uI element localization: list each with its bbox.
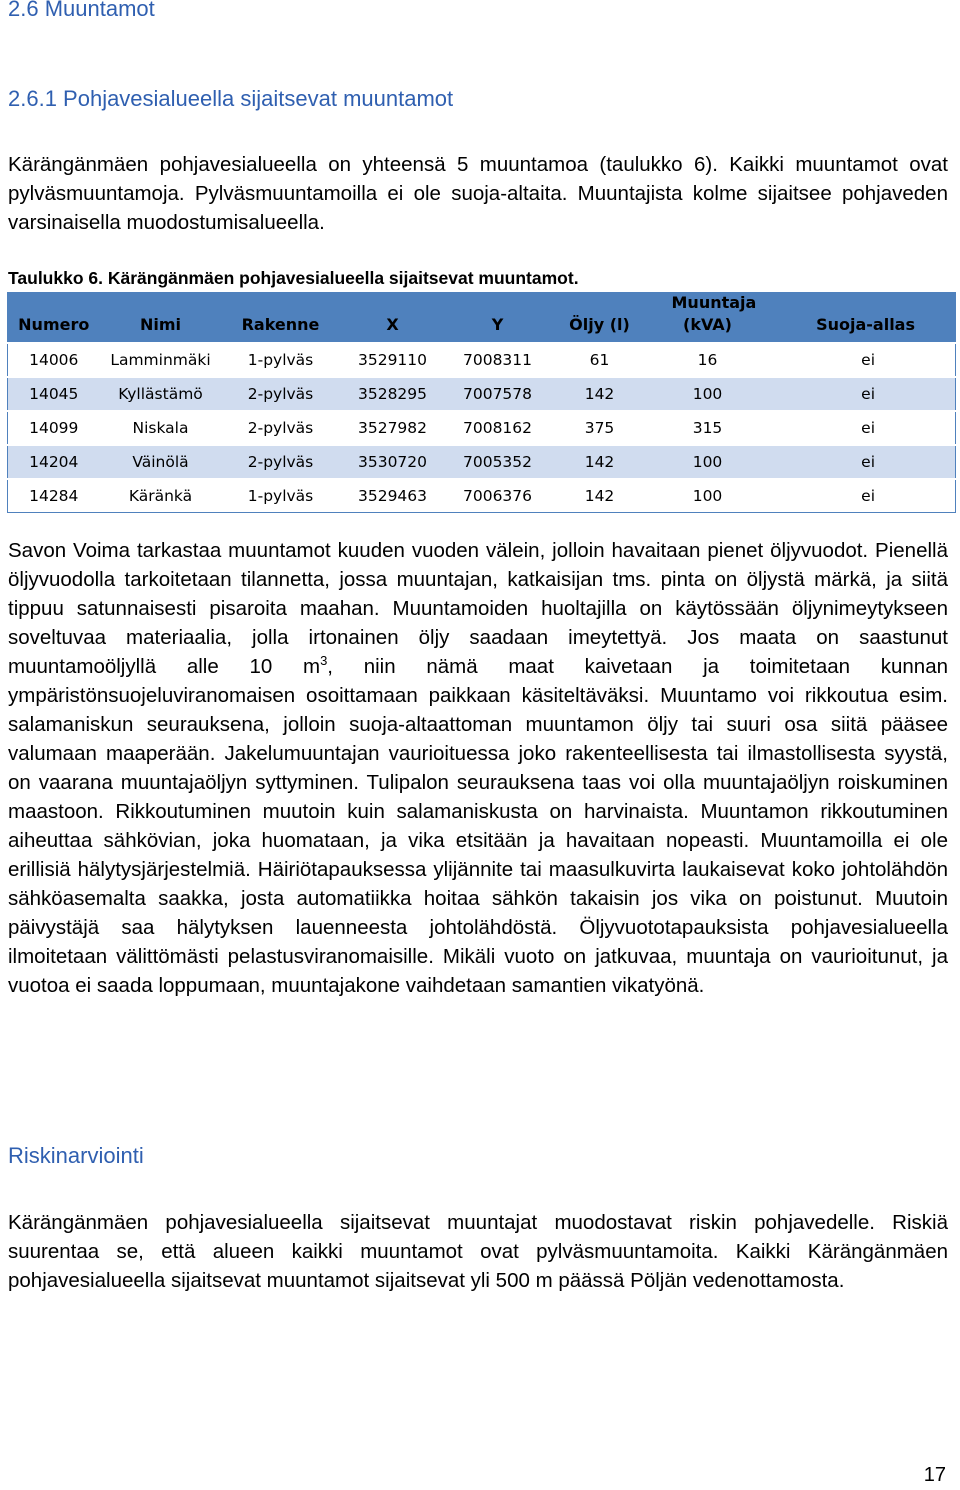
header-nimi: Nimi [139,315,182,334]
risk-paragraph: Kärängänmäen pohjavesialueella sijaitsevat muuntajat muodostavat riskin pohjavedelle. Riskiä suurentaa se, että alueen kaikki muuntamot ovat pylväsmuuntamoita. Kaikki Kärängänmäen pohjavesialueella sijaitsevat muuntamot sijaitsevat yli 500 m päässä Pöljän vedenottamosta. [8,1211,948,1292]
cell-x: 3528295 [340,377,446,411]
cell-oljy: 142 [550,445,650,479]
cell-numero: 14284 [8,479,100,513]
table-header-row [8,292,956,343]
header-y: Y [491,315,504,334]
section-title: 2.6 Muuntamot [8,0,155,21]
body-paragraph-part2: , niin nämä maat kaivetaan ja toimitetaan kunnan ympäristönsuojeluviranomaisen osoittamaan paikkaan käsiteltäväksi. Muuntamo voi rikkoutua esim. salamaniskun seurauksena, jolloin suoja-altaattoman muuntamon öljy tai suuri osa siitä pääsee valumaan maaperään. Jakelumuuntajan vaurioituessa joko rakenteellisesta tai ilmastollisesta syystä, on vaarana muuntajaöljyn syttyminen. Tulipalon seurauksena taas voi olla muuntajaöljyn roiskuminen maastoon. Rikkoutuminen muutoin kuin salamaniskusta on harvinaista. Muuntamon rikkoutuminen aiheuttaa sähkövian, joka huomataan, ja vika etsitään ja havaitaan nopeasti. Muuntamoilla ei ole erillisiä hälytysjärjestelmiä. Häiriötapauksessa ylijännite tai maasulkuvirta laukaisevat koko johtolähdön sähköasemalta saakka, josta automatiikka hoitaa sähkön takaisin jos vika on poistunut. Muutoin päivystäjä saa hälytyksen lauenneesta johtolähdöstä. Öljyvuototapauksista pohjavesialueella ilmoitetaan välittömästi pelastusviranomaisille. Mikäli vuoto on jatkuvaa, muuntaja on vaurioitunut, ja vuotoa ei saada loppumaan, muuntajakone vaihdetaan samantien vikatyönä. [8,655,948,997]
cell-y: 7008311 [446,343,550,377]
cell-suoja-allas: ei [766,479,956,513]
table-row [8,411,956,445]
cell-muuntaja: 315 [650,411,766,445]
cell-nimi: Lamminmäki [100,343,222,377]
cell-oljy: 375 [550,411,650,445]
risk-title: Riskinarviointi [8,1143,144,1168]
cell-numero: 14045 [8,377,100,411]
cell-oljy: 61 [550,343,650,377]
cell-numero: 14204 [8,445,100,479]
cell-y: 7005352 [446,445,550,479]
cell-rakenne: 1-pylväs [222,479,340,513]
page-number: 17 [923,1464,946,1486]
header-rakenne: Rakenne [241,315,320,334]
table-row [8,445,956,479]
cell-oljy: 142 [550,377,650,411]
cell-y: 7008162 [446,411,550,445]
cell-x: 3527982 [340,411,446,445]
cell-rakenne: 2-pylväs [222,377,340,411]
cell-suoja-allas: ei [766,343,956,377]
cell-suoja-allas: ei [766,445,956,479]
cell-numero: 14006 [8,343,100,377]
table-caption: Taulukko 6. Kärängänmäen pohjavesialueella sijaitsevat muuntamot. [8,268,579,288]
intro-paragraph: Kärängänmäen pohjavesialueella on yhteensä 5 muuntamoa (taulukko 6). Kaikki muuntamot ovat pylväsmuuntamoja. Pylväsmuuntamoilla ei ole suoja-altaita. Muuntajista kolme sijaitsee pohjaveden varsinaisella muodostumisalueella. [8,153,948,234]
cell-y: 7007578 [446,377,550,411]
superscript-three: 3 [320,653,328,669]
subsection-title: 2.6.1 Pohjavesialueella sijaitsevat muuntamot [8,86,454,111]
cell-muuntaja: 100 [650,445,766,479]
cell-rakenne: 2-pylväs [222,411,340,445]
table-row [8,479,956,513]
cell-muuntaja: 100 [650,377,766,411]
header-muuntaja: Muuntaja (kVA) [671,293,757,334]
cell-x: 3529110 [340,343,446,377]
cell-nimi: Käränkä [100,479,222,513]
cell-x: 3529463 [340,479,446,513]
header-suoja-allas: Suoja-allas [816,315,915,334]
table-row [8,343,956,377]
cell-muuntaja: 100 [650,479,766,513]
cell-x: 3530720 [340,445,446,479]
header-numero: Numero [18,315,90,334]
cell-oljy: 142 [550,479,650,513]
cell-numero: 14099 [8,411,100,445]
header-x: X [386,315,399,334]
cell-nimi: Kyllästämö [100,377,222,411]
cell-y: 7006376 [446,479,550,513]
table-row [8,377,956,411]
cell-muuntaja: 16 [650,343,766,377]
cell-suoja-allas: ei [766,377,956,411]
body-paragraph-part1: Savon Voima tarkastaa muuntamot kuuden vuoden välein, jolloin havaitaan pienet öljyvuodot. Pienellä öljyvuodolla tarkoitetaan tilannetta, jossa muuntajan, katkaisijan tms. pinta on öljystä märkä, ja siitä tippuu satunnaisesti pisaroita maahan. Muuntamoiden huoltajilla on käytössään öljynimeytykseen soveltuvaa materiaalia, jolla irtonainen öljy saadaan imeytettyä. Jos maata on saastunut muuntamoöljyllä alle 10 m [8,539,948,678]
cell-nimi: Väinölä [100,445,222,479]
cell-nimi: Niskala [100,411,222,445]
cell-suoja-allas: ei [766,411,956,445]
cell-rakenne: 1-pylväs [222,343,340,377]
body-paragraph [8,536,948,1000]
cell-rakenne: 2-pylväs [222,445,340,479]
header-oljy: Öljy (l) [569,315,630,334]
transformer-table [7,292,956,513]
